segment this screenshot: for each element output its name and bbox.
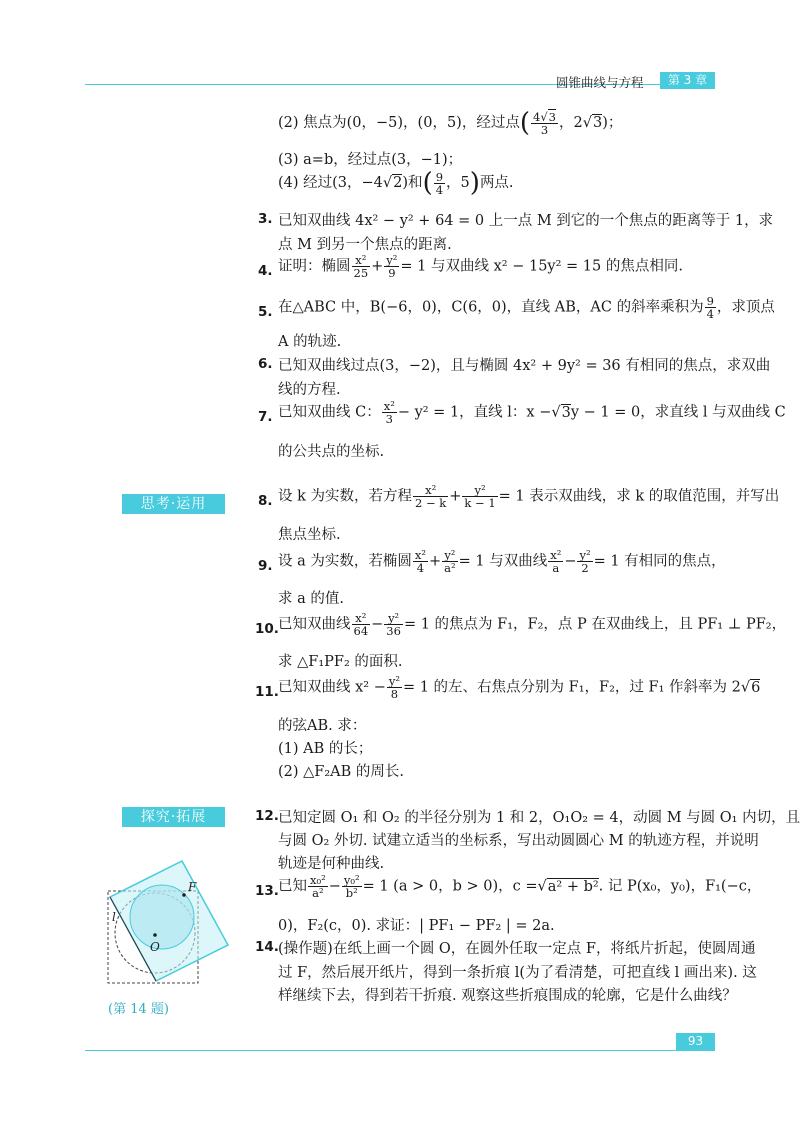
problem-7-line-1: 已知双曲线 C： $\frac{\text{x²}}{3}$ − y² = 1，直线 l：x −√3y − 1 = 0，求直线 l 与双曲线 C xyxy=(278,399,786,426)
problem-6-number: 6. xyxy=(258,356,273,372)
problem-12-line-3: 轨迹是何种曲线. xyxy=(278,856,385,872)
footer-rule xyxy=(85,1050,715,1051)
section-tag-explore-extend: 探究·拓展 xyxy=(122,807,225,827)
problem-12-number: 12. xyxy=(255,808,279,824)
problem-3-line-2: 点 M 到另一个焦点的距离. xyxy=(278,237,452,253)
problem-7-number: 7. xyxy=(258,409,273,425)
problem-6-line-1: 已知双曲线过点(3，−2)，且与椭圆 4x² + 9y² = 36 有相同的焦点，求双曲 xyxy=(278,358,771,374)
problem-13-line-1: 已知 $\frac{\text{x₀²}}{\text{a²}}$ − $\frac{\text{y₀²}}{\text{b²}}$ = 1 (a > 0，b > 0)，c =√a² + b². 记 P(x₀，y₀)，F₁(−c， xyxy=(278,873,762,900)
problem-12-line-2: 与圆 O₂ 外切. 试建立适当的坐标系，写出动圆圆心 M 的轨迹方程，并说明 xyxy=(278,833,759,849)
problem-13-number: 13. xyxy=(255,883,279,899)
problem-11-part-2: (2) △F₂AB 的周长. xyxy=(278,764,405,780)
section-tag-think-apply: 思考·运用 xyxy=(122,494,225,514)
problem-5-line-2: A 的轨迹. xyxy=(278,334,342,350)
problem-4-number: 4. xyxy=(258,263,273,279)
problem-8-line-1: 设 k 为实数，若方程 $\frac{\text{x²}}{2 - k}$ + $\frac{\text{y²}}{k - 1}$ = 1 表示双曲线，求 k 的取值范围，并写出 xyxy=(278,483,780,510)
page-number: 93 xyxy=(676,1033,715,1050)
problem-11-number: 11. xyxy=(255,684,279,700)
paper-folding-figure xyxy=(100,855,240,995)
problem-5-number: 5. xyxy=(258,304,273,320)
problem-14-line-1: (操作题)在纸上画一个圆 O，在圆外任取一定点 F，将纸片折起，使圆周通 xyxy=(278,941,756,957)
problem-10-line-2: 求 △F₁PF₂ 的面积. xyxy=(278,654,403,670)
problem-13-line-2: 0)，F₂(c，0). 求证：| PF₁ − PF₂ | = 2a. xyxy=(278,918,555,934)
figure-caption: (第 14 题) xyxy=(108,1002,169,1017)
problem-11-line-2: 的弦AB. 求： xyxy=(278,718,367,734)
problem-1-part-4: (4) 经过(3，−4√2)和( $\frac{9}{4}$ ，5)两点. xyxy=(278,168,514,198)
problem-3-line-1: 已知双曲线 4x² − y² + 64 = 0 上一点 M 到它的一个焦点的距离等于 1，求 xyxy=(278,213,774,229)
label-f: F xyxy=(188,880,197,894)
problem-1-part-3: (3) a=b，经过点(3，−1)； xyxy=(278,152,463,168)
problem-8-number: 8. xyxy=(258,493,273,509)
problem-9-line-1: 设 a 为实数，若椭圆 $\frac{\text{x²}}{4}$ + $\frac{\text{y²}}{\text{a²}}$ = 1 与双曲线 $\frac{\text{x²}}{a}$ − $\frac{\text{y²}}{2}$ = 1 有相同的焦点， xyxy=(278,548,726,575)
problem-8-line-2: 焦点坐标. xyxy=(278,527,341,543)
problem-14-line-2: 过 F，然后展开纸片，得到一条折痕 l(为了看清楚，可把直线 l 画出来). 这 xyxy=(278,965,757,981)
problem-14-line-3: 样继续下去，得到若干折痕. 观察这些折痕围成的轮廓，它是什么曲线？ xyxy=(278,988,737,1004)
problem-6-line-2: 线的方程. xyxy=(278,382,341,398)
problem-3-number: 3. xyxy=(258,211,273,227)
chapter-title: 圆锥曲线与方程 xyxy=(556,75,644,90)
problem-11-line-1: 已知双曲线 x² − $\frac{\text{y²}}{8}$ = 1 的左、右焦点分别为 F₁，F₂，过 F₁ 作斜率为 2√6 xyxy=(278,674,761,701)
point-o xyxy=(153,933,157,937)
problem-5-line-1: 在△ABC 中，B(−6，0)，C(6，0)，直线 AB，AC 的斜率乘积为 $\frac{9}{4}$ ，求顶点 xyxy=(278,294,775,321)
problem-9-number: 9. xyxy=(258,558,273,574)
problem-12-line-1: 已知定圆 O₁ 和 O₂ 的半径分别为 1 和 2，O₁O₂ = 4，动圆 M 与圆 O₁ 内切，且 xyxy=(278,810,800,826)
problem-10-line-1: 已知双曲线 $\frac{\text{x²}}{64}$ − $\frac{\text{y²}}{36}$ = 1 的焦点为 F₁，F₂，点 P 在双曲线上，且 PF₁ ⊥ PF₂， xyxy=(278,611,787,638)
problem-11-part-1: (1) AB 的长； xyxy=(278,741,373,757)
problem-9-line-2: 求 a 的值. xyxy=(278,591,344,607)
problem-7-line-2: 的公共点的坐标. xyxy=(278,444,385,460)
label-l: l xyxy=(112,910,116,924)
problem-14-number: 14. xyxy=(255,939,279,955)
label-o: O xyxy=(150,940,160,954)
chapter-badge: 第 3 章 xyxy=(660,72,715,89)
problem-4-text: 证明：椭圆 $\frac{\text{x²}}{25}$ + $\frac{\text{y²}}{9}$ = 1 与双曲线 x² − 15y² = 15 的焦点相同. xyxy=(278,253,683,280)
point-f xyxy=(182,893,186,897)
problem-1-part-2: (2) 焦点为(0，−5)，(0，5)，经过点( $\frac{4√3}{3}$ ，2√3)； xyxy=(278,108,623,138)
problem-10-number: 10. xyxy=(255,621,279,637)
